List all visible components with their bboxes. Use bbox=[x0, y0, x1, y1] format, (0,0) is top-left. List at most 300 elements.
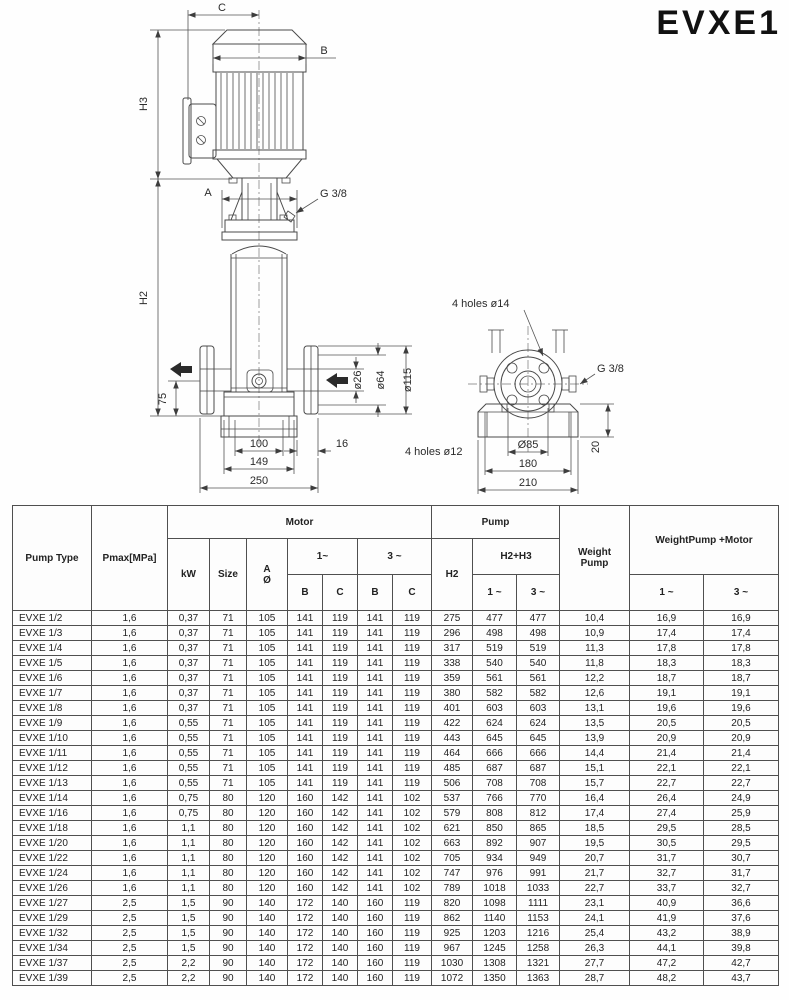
table-cell: 141 bbox=[358, 716, 393, 731]
col-kw: kW bbox=[168, 539, 210, 611]
table-cell: 10,9 bbox=[560, 626, 630, 641]
table-cell: 105 bbox=[247, 626, 288, 641]
table-cell: 119 bbox=[393, 746, 432, 761]
table-cell: 30,5 bbox=[630, 836, 704, 851]
table-cell: 2,5 bbox=[92, 971, 168, 986]
table-cell: 1203 bbox=[473, 926, 517, 941]
table-cell: 119 bbox=[393, 686, 432, 701]
table-row bbox=[13, 941, 779, 956]
table-cell: 766 bbox=[473, 791, 517, 806]
table-cell: 40,9 bbox=[630, 896, 704, 911]
table-cell: 28,7 bbox=[560, 971, 630, 986]
table-cell: 892 bbox=[473, 836, 517, 851]
table-cell: 38,9 bbox=[704, 926, 779, 941]
table-cell: 687 bbox=[517, 761, 560, 776]
table-row bbox=[13, 776, 779, 791]
table-cell: 120 bbox=[247, 851, 288, 866]
dim-label-85: Ø85 bbox=[517, 439, 539, 451]
table-cell: 105 bbox=[247, 611, 288, 626]
table-cell: 19,5 bbox=[560, 836, 630, 851]
table-cell: 0,75 bbox=[168, 791, 210, 806]
col-b-1ph: B bbox=[288, 575, 323, 611]
table-cell: 540 bbox=[517, 656, 560, 671]
table-cell: 141 bbox=[358, 881, 393, 896]
table-cell: 80 bbox=[210, 866, 247, 881]
col-size: Size bbox=[210, 539, 247, 611]
table-cell: 705 bbox=[432, 851, 473, 866]
table-cell: 142 bbox=[323, 866, 358, 881]
table-cell: 42,7 bbox=[704, 956, 779, 971]
table-cell: 582 bbox=[517, 686, 560, 701]
table-cell: 0,55 bbox=[168, 716, 210, 731]
pump-type-cell: EVXE 1/11 bbox=[13, 746, 92, 761]
table-cell: 17,8 bbox=[704, 641, 779, 656]
table-cell: 71 bbox=[210, 686, 247, 701]
table-cell: 119 bbox=[393, 926, 432, 941]
table-cell: 140 bbox=[247, 941, 288, 956]
table-row bbox=[13, 836, 779, 851]
table-cell: 10,4 bbox=[560, 611, 630, 626]
table-cell: 71 bbox=[210, 641, 247, 656]
table-cell: 934 bbox=[473, 851, 517, 866]
table-row bbox=[13, 671, 779, 686]
spec-table-body bbox=[13, 611, 779, 986]
table-cell: 90 bbox=[210, 971, 247, 986]
table-cell: 13,5 bbox=[560, 716, 630, 731]
table-cell: 338 bbox=[432, 656, 473, 671]
table-cell: 991 bbox=[517, 866, 560, 881]
table-cell: 140 bbox=[323, 896, 358, 911]
pump-front-view bbox=[138, 2, 414, 493]
pump-type-cell: EVXE 1/6 bbox=[13, 671, 92, 686]
table-cell: 160 bbox=[288, 836, 323, 851]
thread-label-front: G 3/8 bbox=[320, 188, 347, 200]
table-cell: 141 bbox=[358, 836, 393, 851]
table-cell: 105 bbox=[247, 716, 288, 731]
table-cell: 0,37 bbox=[168, 656, 210, 671]
table-cell: 1,1 bbox=[168, 881, 210, 896]
col-group-weight-pump-motor: WeightPump +Motor bbox=[630, 506, 779, 575]
table-cell: 142 bbox=[323, 806, 358, 821]
table-cell: 27,4 bbox=[630, 806, 704, 821]
table-cell: 141 bbox=[288, 761, 323, 776]
table-cell: 20,5 bbox=[704, 716, 779, 731]
pump-type-cell: EVXE 1/13 bbox=[13, 776, 92, 791]
dim-label-210: 210 bbox=[518, 477, 538, 489]
table-cell: 160 bbox=[288, 791, 323, 806]
col-a-dia: A Ø bbox=[247, 539, 288, 611]
dim-label-dia26: ø26 bbox=[352, 370, 364, 390]
pump-type-cell: EVXE 1/7 bbox=[13, 686, 92, 701]
table-cell: 645 bbox=[473, 731, 517, 746]
table-row bbox=[13, 686, 779, 701]
table-cell: 1,6 bbox=[92, 716, 168, 731]
col-h2h3: H2+H3 bbox=[473, 539, 560, 575]
table-cell: 1258 bbox=[517, 941, 560, 956]
table-cell: 71 bbox=[210, 656, 247, 671]
table-cell: 90 bbox=[210, 896, 247, 911]
table-cell: 71 bbox=[210, 761, 247, 776]
table-cell: 119 bbox=[393, 716, 432, 731]
table-cell: 663 bbox=[432, 836, 473, 851]
table-cell: 1,6 bbox=[92, 836, 168, 851]
table-cell: 561 bbox=[517, 671, 560, 686]
pump-type-cell: EVXE 1/5 bbox=[13, 656, 92, 671]
table-cell: 80 bbox=[210, 851, 247, 866]
table-cell: 119 bbox=[393, 671, 432, 686]
table-cell: 18,3 bbox=[630, 656, 704, 671]
table-cell: 808 bbox=[473, 806, 517, 821]
holes-14-label: 4 holes ø14 bbox=[452, 298, 510, 310]
table-cell: 71 bbox=[210, 626, 247, 641]
table-cell: 141 bbox=[358, 641, 393, 656]
table-cell: 19,1 bbox=[630, 686, 704, 701]
table-cell: 172 bbox=[288, 971, 323, 986]
table-cell: 172 bbox=[288, 926, 323, 941]
table-cell: 603 bbox=[473, 701, 517, 716]
table-cell: 105 bbox=[247, 731, 288, 746]
pump-type-cell: EVXE 1/16 bbox=[13, 806, 92, 821]
table-cell: 102 bbox=[393, 866, 432, 881]
table-row bbox=[13, 731, 779, 746]
pump-type-cell: EVXE 1/29 bbox=[13, 911, 92, 926]
table-cell: 37,6 bbox=[704, 911, 779, 926]
table-cell: 141 bbox=[358, 821, 393, 836]
table-cell: 477 bbox=[517, 611, 560, 626]
table-cell: 105 bbox=[247, 701, 288, 716]
table-cell: 20,9 bbox=[704, 731, 779, 746]
table-cell: 141 bbox=[288, 776, 323, 791]
col-weight-pump: Weight Pump bbox=[560, 506, 630, 611]
table-cell: 31,7 bbox=[704, 866, 779, 881]
table-cell: 12,2 bbox=[560, 671, 630, 686]
table-cell: 141 bbox=[358, 686, 393, 701]
dim-label-b: B bbox=[320, 45, 328, 57]
table-cell: 36,6 bbox=[704, 896, 779, 911]
dim-label-149: 149 bbox=[249, 456, 269, 468]
table-cell: 2,5 bbox=[92, 941, 168, 956]
table-cell: 666 bbox=[473, 746, 517, 761]
table-cell: 16,9 bbox=[704, 611, 779, 626]
table-cell: 119 bbox=[323, 671, 358, 686]
table-cell: 105 bbox=[247, 686, 288, 701]
table-cell: 506 bbox=[432, 776, 473, 791]
table-cell: 142 bbox=[323, 881, 358, 896]
table-cell: 18,7 bbox=[630, 671, 704, 686]
table-cell: 30,7 bbox=[704, 851, 779, 866]
table-cell: 967 bbox=[432, 941, 473, 956]
table-cell: 141 bbox=[358, 791, 393, 806]
table-cell: 687 bbox=[473, 761, 517, 776]
table-cell: 1,6 bbox=[92, 626, 168, 641]
table-cell: 865 bbox=[517, 821, 560, 836]
table-cell: 0,37 bbox=[168, 671, 210, 686]
table-cell: 1,6 bbox=[92, 851, 168, 866]
col-group-motor: Motor bbox=[168, 506, 432, 539]
col-h2h3-1ph: 1 ~ bbox=[473, 575, 517, 611]
pump-type-cell: EVXE 1/39 bbox=[13, 971, 92, 986]
table-cell: 20,5 bbox=[630, 716, 704, 731]
table-cell: 22,7 bbox=[560, 881, 630, 896]
table-cell: 47,2 bbox=[630, 956, 704, 971]
table-cell: 27,7 bbox=[560, 956, 630, 971]
table-cell: 71 bbox=[210, 731, 247, 746]
table-row bbox=[13, 746, 779, 761]
table-cell: 317 bbox=[432, 641, 473, 656]
table-cell: 119 bbox=[323, 641, 358, 656]
table-row bbox=[13, 851, 779, 866]
table-cell: 119 bbox=[323, 686, 358, 701]
table-cell: 13,1 bbox=[560, 701, 630, 716]
table-cell: 19,1 bbox=[704, 686, 779, 701]
table-cell: 21,4 bbox=[630, 746, 704, 761]
table-cell: 71 bbox=[210, 746, 247, 761]
table-cell: 0,37 bbox=[168, 641, 210, 656]
table-cell: 1,6 bbox=[92, 671, 168, 686]
table-cell: 15,1 bbox=[560, 761, 630, 776]
table-cell: 1245 bbox=[473, 941, 517, 956]
table-cell: 119 bbox=[393, 731, 432, 746]
pump-type-cell: EVXE 1/9 bbox=[13, 716, 92, 731]
table-row bbox=[13, 641, 779, 656]
front-dimensions bbox=[138, 2, 414, 493]
table-cell: 1216 bbox=[517, 926, 560, 941]
table-cell: 160 bbox=[288, 881, 323, 896]
table-cell: 172 bbox=[288, 911, 323, 926]
table-cell: 142 bbox=[323, 791, 358, 806]
table-cell: 90 bbox=[210, 926, 247, 941]
table-cell: 925 bbox=[432, 926, 473, 941]
table-cell: 0,55 bbox=[168, 731, 210, 746]
table-cell: 2,5 bbox=[92, 956, 168, 971]
table-cell: 41,9 bbox=[630, 911, 704, 926]
table-cell: 26,4 bbox=[630, 791, 704, 806]
table-cell: 747 bbox=[432, 866, 473, 881]
table-cell: 33,7 bbox=[630, 881, 704, 896]
table-row bbox=[13, 716, 779, 731]
table-cell: 119 bbox=[393, 641, 432, 656]
col-pmax: Pmax[MPa] bbox=[92, 506, 168, 611]
table-cell: 1030 bbox=[432, 956, 473, 971]
table-cell: 540 bbox=[473, 656, 517, 671]
pump-type-cell: EVXE 1/20 bbox=[13, 836, 92, 851]
table-cell: 812 bbox=[517, 806, 560, 821]
table-cell: 603 bbox=[517, 701, 560, 716]
table-cell: 1,1 bbox=[168, 851, 210, 866]
table-cell: 485 bbox=[432, 761, 473, 776]
table-cell: 22,1 bbox=[704, 761, 779, 776]
table-cell: 141 bbox=[358, 626, 393, 641]
table-cell: 464 bbox=[432, 746, 473, 761]
table-cell: 119 bbox=[393, 971, 432, 986]
table-cell: 48,2 bbox=[630, 971, 704, 986]
table-cell: 11,8 bbox=[560, 656, 630, 671]
dim-label-250: 250 bbox=[249, 475, 269, 487]
table-cell: 11,3 bbox=[560, 641, 630, 656]
table-cell: 119 bbox=[323, 731, 358, 746]
table-cell: 22,1 bbox=[630, 761, 704, 776]
table-cell: 140 bbox=[323, 956, 358, 971]
table-cell: 645 bbox=[517, 731, 560, 746]
table-cell: 119 bbox=[323, 656, 358, 671]
pump-type-cell: EVXE 1/24 bbox=[13, 866, 92, 881]
pump-type-cell: EVXE 1/18 bbox=[13, 821, 92, 836]
table-row bbox=[13, 626, 779, 641]
table-cell: 907 bbox=[517, 836, 560, 851]
table-cell: 2,2 bbox=[168, 971, 210, 986]
table-cell: 140 bbox=[247, 911, 288, 926]
table-cell: 141 bbox=[358, 656, 393, 671]
table-cell: 120 bbox=[247, 836, 288, 851]
table-cell: 1,6 bbox=[92, 761, 168, 776]
table-cell: 1153 bbox=[517, 911, 560, 926]
table-cell: 296 bbox=[432, 626, 473, 641]
table-cell: 850 bbox=[473, 821, 517, 836]
table-cell: 862 bbox=[432, 911, 473, 926]
table-cell: 119 bbox=[393, 701, 432, 716]
pump-type-cell: EVXE 1/12 bbox=[13, 761, 92, 776]
table-cell: 141 bbox=[358, 851, 393, 866]
table-cell: 141 bbox=[358, 806, 393, 821]
table-cell: 579 bbox=[432, 806, 473, 821]
terminal-box bbox=[183, 98, 216, 164]
table-cell: 15,7 bbox=[560, 776, 630, 791]
table-cell: 21,4 bbox=[704, 746, 779, 761]
table-cell: 1,6 bbox=[92, 701, 168, 716]
spec-table bbox=[12, 505, 779, 986]
table-cell: 13,9 bbox=[560, 731, 630, 746]
table-cell: 102 bbox=[393, 836, 432, 851]
table-cell: 172 bbox=[288, 956, 323, 971]
holes-12-label: 4 holes ø12 bbox=[405, 446, 463, 458]
table-cell: 120 bbox=[247, 791, 288, 806]
table-cell: 32,7 bbox=[630, 866, 704, 881]
motor-outline bbox=[213, 30, 306, 183]
col-group-pump: Pump bbox=[432, 506, 560, 539]
table-cell: 141 bbox=[288, 611, 323, 626]
table-cell: 0,75 bbox=[168, 806, 210, 821]
table-cell: 160 bbox=[358, 956, 393, 971]
table-cell: 71 bbox=[210, 776, 247, 791]
table-cell: 24,9 bbox=[704, 791, 779, 806]
table-cell: 140 bbox=[247, 956, 288, 971]
table-row bbox=[13, 866, 779, 881]
table-cell: 141 bbox=[358, 761, 393, 776]
dim-label-16: 16 bbox=[335, 438, 349, 450]
table-cell: 770 bbox=[517, 791, 560, 806]
table-row bbox=[13, 791, 779, 806]
table-row bbox=[13, 881, 779, 896]
table-cell: 105 bbox=[247, 746, 288, 761]
table-cell: 141 bbox=[358, 701, 393, 716]
dim-label-h3: H3 bbox=[138, 96, 150, 112]
pump-type-cell: EVXE 1/14 bbox=[13, 791, 92, 806]
table-cell: 0,55 bbox=[168, 761, 210, 776]
table-cell: 141 bbox=[288, 626, 323, 641]
table-cell: 90 bbox=[210, 911, 247, 926]
table-cell: 1,6 bbox=[92, 746, 168, 761]
col-c-1ph: C bbox=[323, 575, 358, 611]
table-cell: 120 bbox=[247, 821, 288, 836]
table-cell: 119 bbox=[323, 761, 358, 776]
table-cell: 119 bbox=[323, 746, 358, 761]
table-cell: 0,37 bbox=[168, 611, 210, 626]
table-cell: 105 bbox=[247, 641, 288, 656]
table-cell: 2,2 bbox=[168, 956, 210, 971]
table-cell: 17,4 bbox=[704, 626, 779, 641]
table-cell: 16,9 bbox=[630, 611, 704, 626]
table-cell: 1,6 bbox=[92, 881, 168, 896]
table-cell: 624 bbox=[517, 716, 560, 731]
table-cell: 160 bbox=[288, 866, 323, 881]
table-cell: 22,7 bbox=[630, 776, 704, 791]
pump-type-cell: EVXE 1/8 bbox=[13, 701, 92, 716]
col-weight-3ph: 3 ~ bbox=[704, 575, 779, 611]
table-cell: 140 bbox=[323, 971, 358, 986]
table-cell: 1,6 bbox=[92, 791, 168, 806]
table-cell: 102 bbox=[393, 851, 432, 866]
table-cell: 141 bbox=[288, 641, 323, 656]
table-cell: 1,6 bbox=[92, 806, 168, 821]
table-cell: 17,4 bbox=[630, 626, 704, 641]
table-row bbox=[13, 956, 779, 971]
table-cell: 71 bbox=[210, 701, 247, 716]
table-cell: 119 bbox=[323, 776, 358, 791]
table-row bbox=[13, 701, 779, 716]
table-cell: 141 bbox=[358, 731, 393, 746]
table-cell: 0,37 bbox=[168, 686, 210, 701]
table-cell: 20,7 bbox=[560, 851, 630, 866]
table-cell: 1,6 bbox=[92, 641, 168, 656]
table-cell: 140 bbox=[323, 926, 358, 941]
table-cell: 1,6 bbox=[92, 731, 168, 746]
table-cell: 160 bbox=[358, 971, 393, 986]
table-cell: 80 bbox=[210, 836, 247, 851]
table-cell: 142 bbox=[323, 851, 358, 866]
table-cell: 102 bbox=[393, 806, 432, 821]
table-cell: 80 bbox=[210, 821, 247, 836]
table-cell: 1,6 bbox=[92, 776, 168, 791]
table-cell: 519 bbox=[473, 641, 517, 656]
dim-label-75: 75 bbox=[157, 392, 169, 406]
table-cell: 140 bbox=[247, 896, 288, 911]
table-cell: 2,5 bbox=[92, 896, 168, 911]
table-cell: 172 bbox=[288, 941, 323, 956]
pump-type-cell: EVXE 1/32 bbox=[13, 926, 92, 941]
table-cell: 160 bbox=[288, 821, 323, 836]
dim-label-dia115: ø115 bbox=[402, 367, 414, 393]
table-cell: 1140 bbox=[473, 911, 517, 926]
dim-label-100: 100 bbox=[249, 438, 269, 450]
table-cell: 0,55 bbox=[168, 746, 210, 761]
table-row bbox=[13, 926, 779, 941]
table-cell: 140 bbox=[247, 926, 288, 941]
table-cell: 44,1 bbox=[630, 941, 704, 956]
table-cell: 561 bbox=[473, 671, 517, 686]
table-cell: 1,5 bbox=[168, 896, 210, 911]
col-h2h3-3ph: 3 ~ bbox=[517, 575, 560, 611]
pump-type-cell: EVXE 1/2 bbox=[13, 611, 92, 626]
table-cell: 28,5 bbox=[704, 821, 779, 836]
table-cell: 18,5 bbox=[560, 821, 630, 836]
pump-base-view bbox=[405, 298, 624, 494]
table-cell: 1018 bbox=[473, 881, 517, 896]
col-b-3ph: B bbox=[358, 575, 393, 611]
table-cell: 422 bbox=[432, 716, 473, 731]
table-cell: 43,7 bbox=[704, 971, 779, 986]
table-row bbox=[13, 656, 779, 671]
table-cell: 949 bbox=[517, 851, 560, 866]
